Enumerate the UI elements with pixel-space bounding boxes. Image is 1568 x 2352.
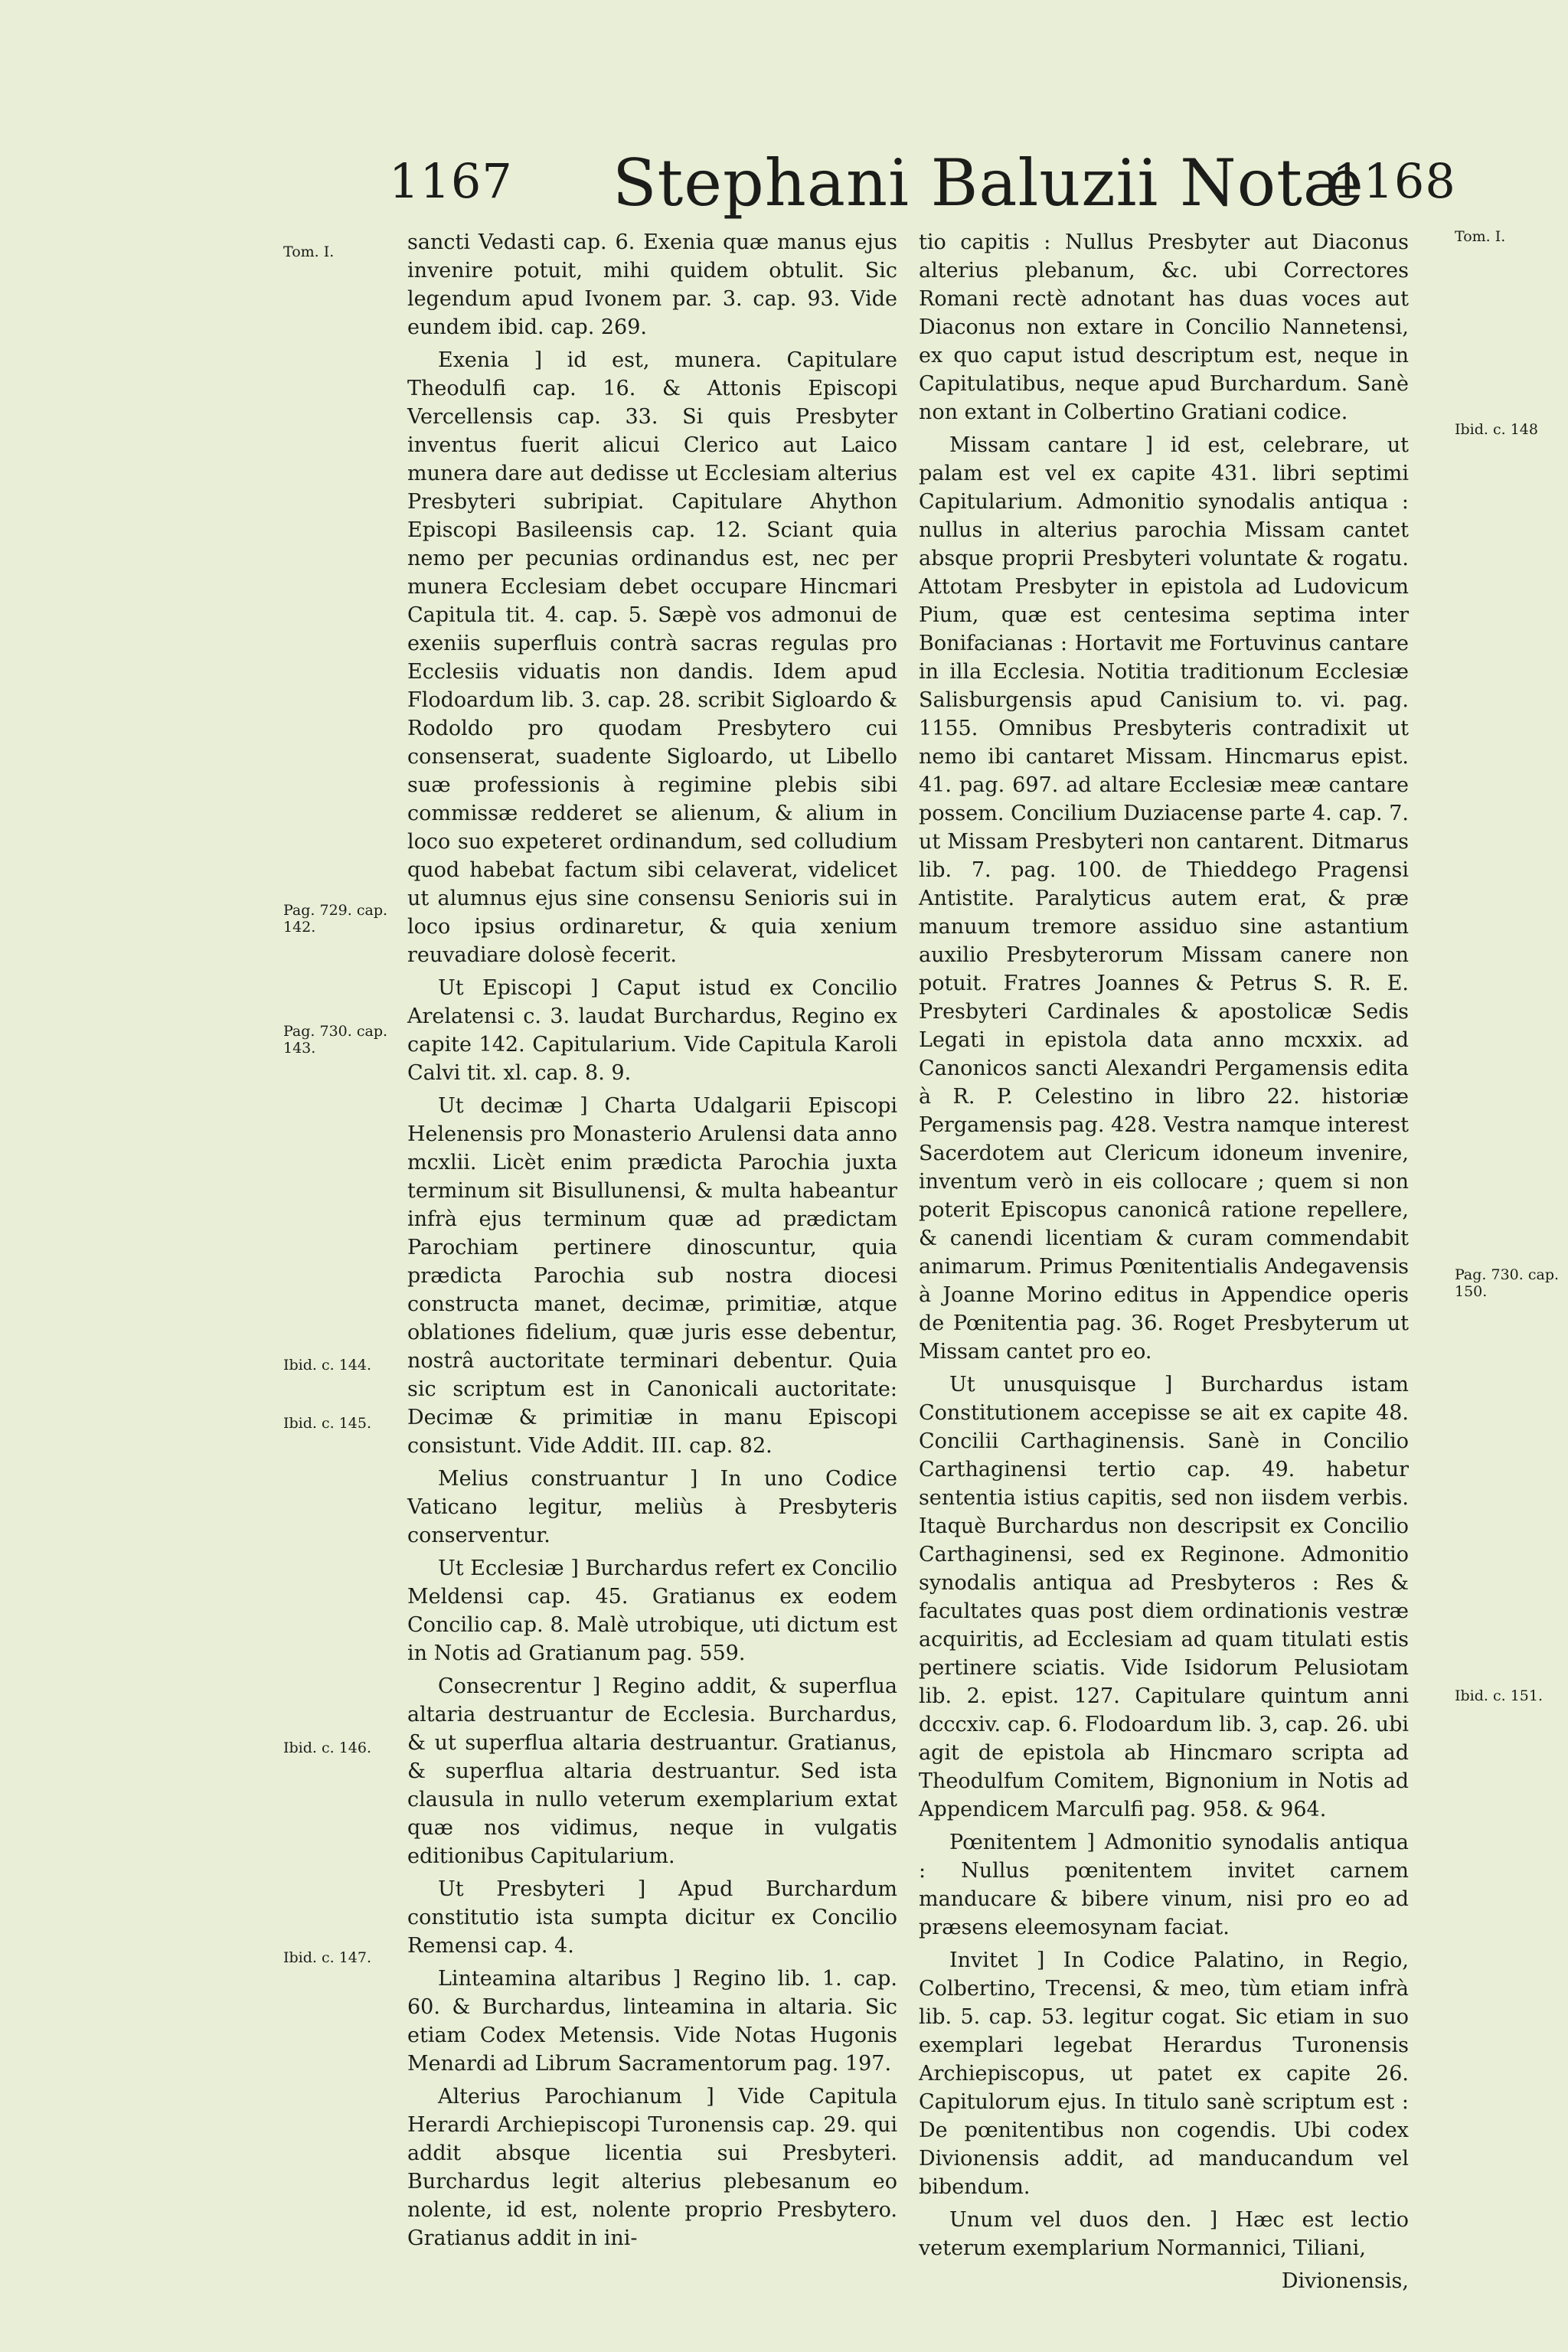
paragraph: Ut Presbyteri ] Apud Burchardum constitutio ista sumpta dicitur ex Concilio Remensi cap. 4. (407, 1877, 897, 1958)
margin-note-right: Ibid. c. 151. (1455, 1687, 1544, 1704)
page-number-right: 1168 (1332, 153, 1456, 209)
paragraph: Unum vel duos den. ] Hæc est lectio veterum exemplarium Normannici, Tiliani, (919, 2208, 1409, 2260)
margin-note-left: Ibid. c. 145. (283, 1415, 372, 1432)
page-header (0, 145, 1568, 230)
paragraph: Ut unusquisque ] Burchardus istam Constitutionem accepisse se ait ex capite 48. Concilii Carthaginensis. Sanè in Concilio Carthaginensi tertio cap. 49. habetur sententia istius capitis, sed non iisdem verbis. Itaquè Burchardus non descripsit ex Concilio Carthaginensi, sed ex Reginone. Admonitio synodalis antiqua ad Presbyteros : Res & facultates quas post diem ordinationis vestræ acquiritis, ad Ecclesiam ad quam titulati estis pertinere sciatis. Vide Isidorum Pelusiotam lib. 2. epist. 127. Capitulare quintum anni dcccxiv. cap. 6. Flodoardum lib. 3, cap. 26. ubi agit de epistola ab Hincmaro scripta ad Theodulfum Comitem, Bignonium in Notis ad Appendicem Marculfi pag. 958. & 964. (919, 1373, 1409, 1821)
paragraph: Invitet ] In Codice Palatino, in Regio, Colbertino, Trecensi, & meo, tùm etiam infrà lib. 5. cap. 53. legitur cogat. Sic etiam in suo exemplari legebat Herardus Turonensis Archiepiscopus, ut patet ex capite 26. Capitulorum ejus. In titulo sanè scriptum est : De pœnitentibus non cogendis. Ubi codex Divionensis addit, ad manducandum vel bibendum. (919, 1949, 1409, 2199)
paragraph: Linteamina altaribus ] Regino lib. 1. cap. 60. & Burchardus, linteamina in altaria. Sic etiam Codex Metensis. Vide Notas Hugonis Menardi ad Librum Sacramentorum pag. 197. (407, 1967, 897, 2076)
left-text-column (407, 228, 897, 2257)
paragraph: Ut Episcopi ] Caput istud ex Concilio Arelatensi c. 3. laudat Burchardus, Regino ex capite 142. Capitularium. Vide Capitula Karoli Calvi tit. xl. cap. 8. 9. (407, 976, 897, 1085)
margin-note-right: Ibid. c. 148 (1455, 421, 1538, 438)
paragraph: Missam cantare ] id est, celebrare, ut palam est vel ex capite 431. libri septimi Capitularium. Admonitio synodalis antiqua : nullus in alterius parochia Missam cantet absque proprii Presbyteri voluntate & rogatu. Attotam Presbyter in epistola ad Ludovicum Pium, quæ est centesima septima inter Bonifacianas : Hortavit me Fortuvinus cantare in illa Ecclesia. Notitia traditionum Ecclesiæ Salisburgensis apud Canisium to. vi. pag. 1155. Omnibus Presbyteris contradixit ut nemo ibi cantaret Missam. Hincmarus epist. 41. pag. 697. ad altare Ecclesiæ meæ cantare possem. Concilium Duziacense parte 4. cap. 7. ut Missam Presbyteri non cantarent. Ditmarus lib. 7. pag. 100. de Thieddego Pragensi Antistite. Paralyticus autem erat, & præ manuum tremore assiduo sine astantium auxilio Presbyterorum Missam canere non potuit. Fratres Joannes & Petrus S. R. E. Presbyteri Cardinales & apostolicæ Sedis Legati in epistola data anno mcxxix. ad Canonicos sancti Alexandri Pergamensis edita à R. P. Celestino in libro 22. historiæ Pergamensis pag. 428. Vestra namque interest Sacerdotem aut Clericum idoneum invenire, inventum verò in eis collocare ; quem si non poterit Episcopus canonicâ ratione repellere, & canendi licentiam & curam commendabit animarum. Primus Pœnitentialis Andegavensis à Joanne Morino editus in Appendice operis de Pœnitentia pag. 36. Roget Presbyterum ut Missam cantet pro eo. (919, 433, 1409, 1364)
paragraph: Ut decimæ ] Charta Udalgarii Episcopi Helenensis pro Monasterio Arulensi data anno mcxlii. Licèt enim prædicta Parochia juxta terminum sit Bisullunensi, & multa habeantur infrà ejus terminum quæ ad prædictam Parochiam pertinere dinoscuntur, quia prædicta Parochia sub nostra diocesi constructa manet, decimæ, primitiæ, atque oblationes fidelium, quæ juris esse debentur, nostrâ auctoritate terminari debentur. Quia sic scriptum est in Canonicali auctoritate: Decimæ & primitiæ in manu Episcopi consistunt. Vide Addit. III. cap. 82. (407, 1094, 897, 1458)
paragraph: tio capitis : Nullus Presbyter aut Diaconus alterius plebanum, &c. ubi Correctores Romani rectè adnotant has duas voces aut Diaconus non extare in Concilio Nannetensi, ex quo caput istud descriptum est, neque in Capitulatibus, neque apud Burchardum. Sanè non extant in Colbertino Gratiani codice. (919, 230, 1409, 424)
margin-note-right: Pag. 730. cap. 150. (1455, 1266, 1560, 1300)
paragraph: Alterius Parochianum ] Vide Capitula Herardi Archiepiscopi Turonensis cap. 29. qui addit absque licentia sui Presbyteri. Burchardus legit alterius plebesanum eo nolente, id est, nolente proprio Presbytero. Gratianus addit in ini- (407, 2085, 897, 2250)
paragraph: Consecrentur ] Regino addit, & superflua altaria destruantur de Ecclesia. Burchardus, & ut superflua altaria destruantur. Gratianus, & superflua altaria destruantur. Sed ista clausula in nullo veterum exemplarium extat quæ nos vidimus, neque in vulgatis editionibus Capitularium. (407, 1674, 897, 1868)
paragraph: Divionensis, (1281, 2269, 1409, 2293)
margin-note-left: Pag. 730. cap. 143. (283, 1023, 388, 1057)
margin-note-left: Tom. I. (283, 243, 335, 260)
margin-note-left: Ibid. c. 144. (283, 1357, 372, 1374)
running-title: Stephani Baluzii Notæ (612, 145, 1364, 220)
paragraph: Pœnitentem ] Admonitio synodalis antiqua : Nullus pœnitentem invitet carnem manducare & bibere vinum, nisi pro eo ad præsens eleemosynam faciat. (919, 1831, 1409, 1939)
margin-note-right: Tom. I. (1455, 228, 1506, 245)
right-text-column (919, 228, 1409, 2300)
margin-note-left: Pag. 729. cap. 142. (283, 902, 388, 936)
margin-note-left: Ibid. c. 147. (283, 1949, 372, 1966)
paragraph: Exenia ] id est, munera. Capitulare Theodulfi cap. 16. & Attonis Episcopi Vercellensis cap. 33. Si quis Presbyter inventus fuerit alicui Clerico aut Laico munera dare aut dedisse ut Ecclesiam alterius Presbyteri subripiat. Capitulare Ahython Episcopi Basileensis cap. 12. Sciant quia nemo per pecunias ordinandus est, nec per munera Ecclesiam debet occupare Hincmari Capitula tit. 4. cap. 5. Sæpè vos admonui de exeniis superfluis contrà sacras regulas pro Ecclesiis viduatis non dandis. Idem apud Flodoardum lib. 3. cap. 28. scribit Sigloardo & Rodoldo pro quodam Presbytero cui consenserat, suadente Sigloardo, ut Libello suæ professionis à regimine plebis sibi commissæ redderet se alienum, & alium in loco suo expeteret ordinandum, sed colludium quod habebat factum sibi celaverat, videlicet ut alumnus ejus sine consensu Senioris sui in loco ipsius ordinaretur, & quia xenium reuvadiare dolosè fecerit. (407, 348, 897, 967)
paragraph: Ut Ecclesiæ ] Burchardus refert ex Concilio Meldensi cap. 45. Gratianus ex eodem Concilio cap. 8. Malè utrobique, uti dictum est in Notis ad Gratianum pag. 559. (407, 1557, 897, 1665)
margin-note-left: Ibid. c. 146. (283, 1740, 372, 1756)
paragraph: sancti Vedasti cap. 6. Exenia quæ manus ejus invenire potuit, mihi quidem obtulit. Sic legendum apud Ivonem par. 3. cap. 93. Vide eundem ibid. cap. 269. (407, 230, 897, 339)
page-number-left: 1167 (389, 153, 513, 209)
paragraph: Melius construantur ] In uno Codice Vaticano legitur, meliùs à Presbyteris conserventur. (407, 1467, 897, 1547)
